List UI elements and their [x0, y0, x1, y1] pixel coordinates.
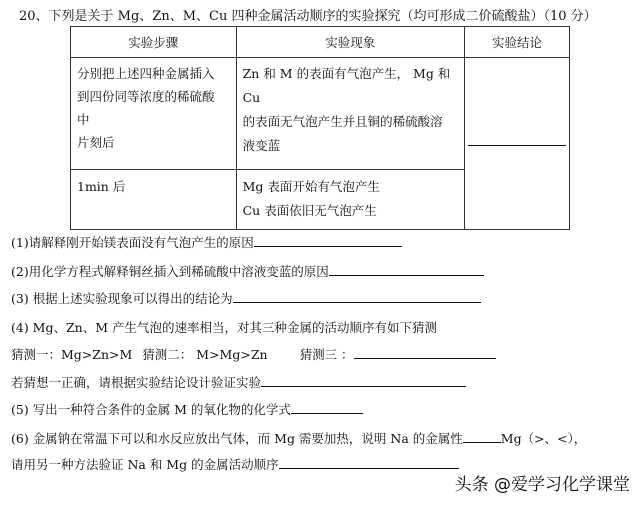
answer-blank-1[interactable]	[254, 234, 402, 247]
question-3: (3) 根据上述实验现象可以得出的结论为	[11, 289, 481, 307]
question-text: 下列是关于 Mg、Zn、M、Cu 四种金属活动顺序的实验探究（均可形成二价硫酸盐）（10 分）	[48, 9, 597, 24]
question-6b: 请用另一种方法验证 Na 和 Mg 的金属活动顺序	[11, 455, 459, 473]
phenomenon-line: 液变蓝	[242, 138, 281, 153]
conclusion-answer-line[interactable]	[468, 144, 566, 146]
answer-blank-2[interactable]	[329, 263, 484, 276]
question-title	[19, 5, 597, 24]
answer-blank-6b[interactable]	[279, 456, 459, 469]
question-1: (1)请解释刚开始镁表面没有气泡产生的原因	[11, 233, 402, 251]
question-2: (2)用化学方程式解释铜丝插入到稀硫酸中溶液变蓝的原因	[11, 262, 484, 280]
phenomenon-cell	[236, 58, 464, 170]
watermark: 头条 @爱学习化学课堂	[454, 475, 630, 495]
guess-1: 猜测一：Mg>Zn>M	[11, 347, 133, 362]
header-phenomenon: 实验现象	[236, 27, 464, 58]
header-conclusion: 实验结论	[465, 27, 570, 58]
phenomenon-cell	[236, 170, 464, 230]
answer-blank-4b[interactable]	[261, 374, 466, 387]
step-line: 1min 后	[77, 179, 126, 194]
question-6: (6) 金属钠在常温下可以和水反应放出气体，而 Mg 需要加热，说明 Na 的金属性 Mg（>、<），	[11, 431, 587, 446]
question-number: 20、	[19, 9, 49, 24]
answer-blank-6a[interactable]	[463, 430, 501, 443]
guess-3: 猜测三 ：	[299, 347, 354, 362]
step-line: 中	[77, 112, 90, 127]
phenomenon-line: Mg 表面开始有气泡产生	[242, 179, 380, 194]
question-4: (4) Mg、Zn、M 产生气泡的速率相当，对其三种金属的活动顺序有如下猜测	[11, 320, 437, 335]
question-4b: 若猜想一正确，请根据实验结论设计验证实验	[11, 373, 466, 391]
conclusion-cell	[465, 58, 570, 230]
phenomenon-line: Zn 和 M 的表面有气泡产生， Mg 和 Cu	[242, 66, 451, 105]
step-cell	[71, 170, 237, 230]
step-cell	[71, 58, 237, 170]
experiment-table	[70, 26, 570, 230]
guess-2: 猜测二： M>Mg>Zn	[142, 347, 268, 362]
table-row	[71, 58, 570, 170]
answer-blank-5[interactable]	[291, 401, 363, 414]
header-steps: 实验步骤	[71, 27, 237, 58]
step-line: 分别把上述四种金属插入	[77, 66, 215, 81]
table-header-row	[71, 27, 570, 58]
guess-line	[11, 345, 496, 363]
answer-blank-3[interactable]	[233, 290, 481, 303]
step-line: 片刻后	[77, 135, 115, 150]
phenomenon-line: Cu 表面依旧无气泡产生	[242, 203, 377, 218]
question-5: (5) 写出一种符合条件的金属 M 的氧化物的化学式	[11, 400, 363, 418]
step-line: 到四份同等浓度的稀硫酸	[77, 89, 215, 104]
phenomenon-line: 的表面无气泡产生并且铜的稀硫酸溶	[242, 114, 443, 129]
guess-3-blank[interactable]	[354, 346, 496, 359]
